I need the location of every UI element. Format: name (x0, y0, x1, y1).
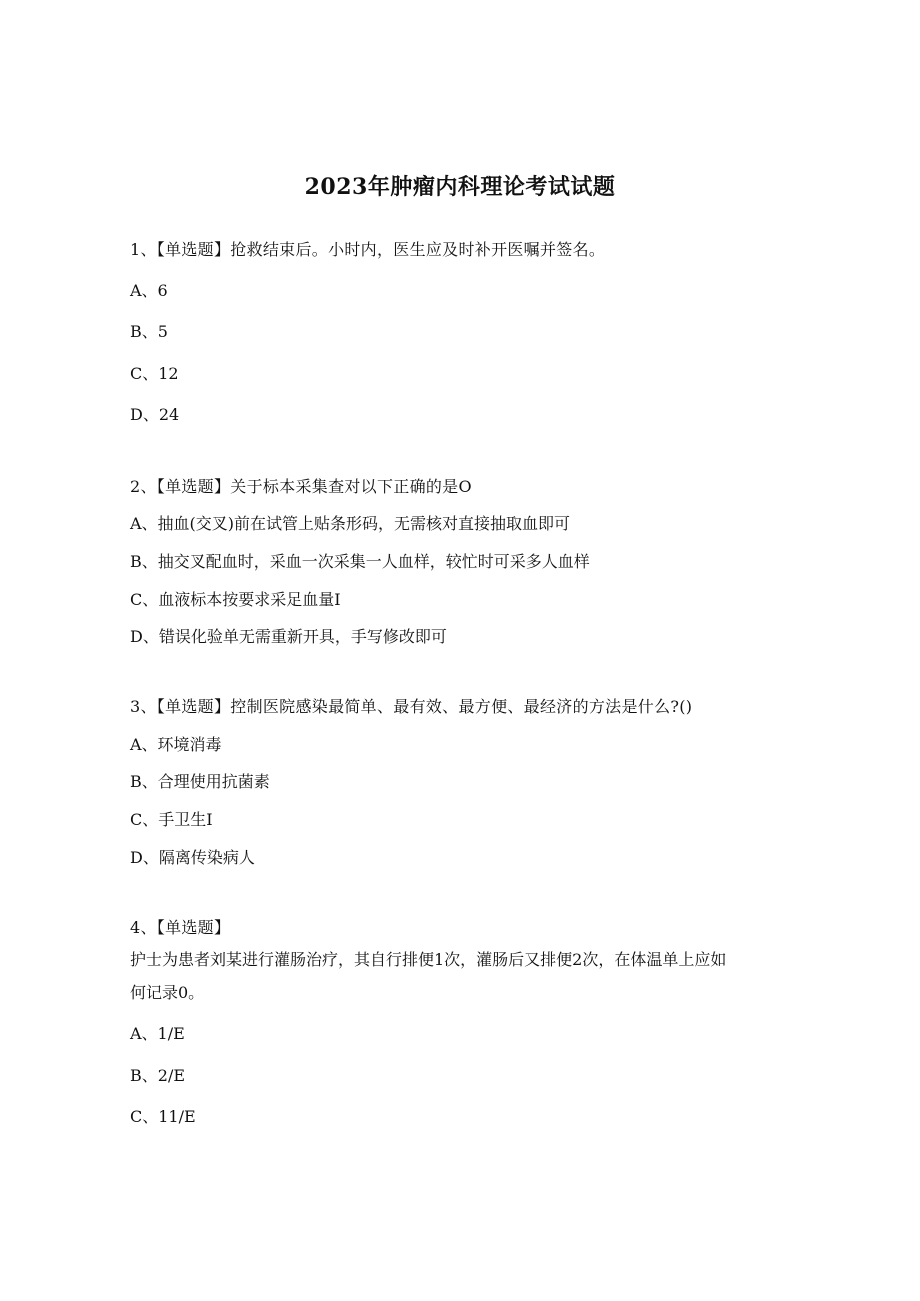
page-title: 2023年肿瘤内科理论考试试题 (304, 174, 616, 200)
question-4-option-c: C、11/E (130, 1107, 196, 1126)
question-2-option-d: D、错误化验单无需重新开具，手写修改即可 (130, 627, 447, 646)
question-3-stem: 3、【单选题】控制医院感染最简单、最有效、最方便、最经济的方法是什么?() (130, 697, 693, 716)
question-2-stem: 2、【单选题】关于标本采集查对以下正确的是O (130, 477, 472, 496)
question-2-option-c: C、血液标本按要求采足血量I (130, 590, 341, 609)
question-1-option-d: D、24 (130, 405, 180, 424)
question-2-option-b: B、抽交叉配血时，采血一次采集一人血样，较忙时可采多人血样 (130, 552, 590, 571)
question-2-option-a: A、抽血(交叉)前在试管上贴条形码，无需核对直接抽取血即可 (130, 514, 571, 533)
question-1-option-c: C、12 (130, 364, 179, 383)
question-3-option-d: D、隔离传染病人 (130, 848, 255, 867)
question-4-stem-line-1: 护士为患者刘某进行灌肠治疗，其自行排便1次，灌肠后又排便2次，在体温单上应如 (130, 950, 727, 969)
question-3-option-b: B、合理使用抗菌素 (130, 772, 270, 791)
question-4-stem: 4、【单选题】 (130, 918, 231, 937)
question-1-option-a: A、6 (130, 281, 168, 300)
question-1-option-b: B、5 (130, 322, 168, 341)
question-4-option-a: A、1/E (130, 1024, 185, 1043)
question-3-option-a: A、环境消毒 (130, 735, 222, 754)
question-3-option-c: C、手卫生I (130, 810, 213, 829)
question-4-stem-line-2: 何记录0。 (130, 983, 205, 1002)
question-4-option-b: B、2/E (130, 1066, 186, 1085)
question-1-stem: 1、【单选题】抢救结束后。小时内，医生应及时补开医嘱并签名。 (130, 240, 606, 259)
